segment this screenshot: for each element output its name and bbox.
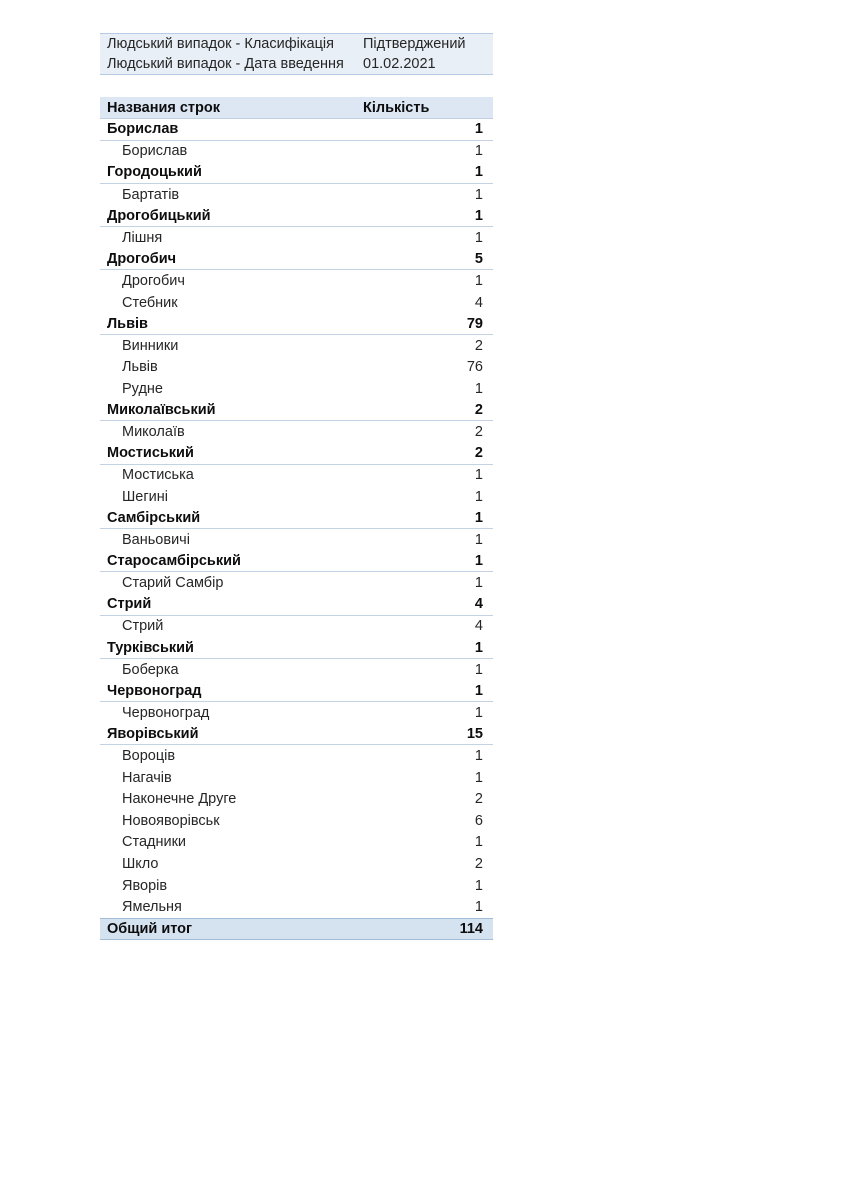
table-row[interactable] [100,875,493,897]
table-row[interactable] [100,421,493,443]
table-row[interactable] [100,486,493,508]
table-row[interactable] [100,680,493,702]
row-value: 1 [474,769,483,786]
filter-label-entry-date: Людський випадок - Дата введення [107,56,344,72]
table-row[interactable] [100,508,493,530]
row-value: 1 [474,639,483,656]
row-value: 2 [474,337,483,354]
table-row[interactable] [100,443,493,465]
table-row[interactable] [100,659,493,681]
row-label: Боберка [122,661,179,678]
row-value: 6 [474,812,483,829]
filter-row-entry-date[interactable] [100,54,493,74]
row-value: 1 [474,186,483,203]
row-value: 4 [474,618,483,635]
grand-total-row[interactable] [100,918,493,940]
row-label: Рудне [122,380,163,397]
row-value: 1 [474,877,483,894]
row-value: 1 [474,575,483,592]
table-row[interactable] [100,465,493,487]
table-row[interactable] [100,853,493,875]
pivot-report [100,33,493,940]
row-label: Червоноград [122,704,210,721]
table-row[interactable] [100,227,493,249]
table-row[interactable] [100,205,493,227]
table-row[interactable] [100,702,493,724]
table-row[interactable] [100,572,493,594]
row-value: 1 [474,532,483,549]
row-value: 1 [474,121,483,138]
row-label: Дрогобич [122,272,185,289]
row-label: Миколаїв [122,424,185,441]
row-label: Мостиська [122,467,194,484]
row-value: 76 [466,359,483,376]
row-label: Стебник [122,294,178,311]
row-value: 1 [474,207,483,224]
row-label: Шегині [122,488,168,505]
row-label: Дрогобицький [107,207,211,224]
table-row[interactable] [100,724,493,746]
row-value: 1 [474,834,483,851]
table-row[interactable] [100,832,493,854]
row-value: 1 [474,661,483,678]
row-value: 2 [474,445,483,462]
row-value: 1 [474,704,483,721]
table-row[interactable] [100,270,493,292]
row-label: Мостиський [107,445,194,462]
row-label: Бартатів [122,186,180,203]
row-label: Дрогобич [107,250,177,267]
row-value: 1 [474,164,483,181]
table-row[interactable] [100,119,493,141]
row-value: 1 [474,272,483,289]
row-value: 15 [466,725,483,742]
row-label: Ямельня [122,899,182,916]
row-label: Наконечне Друге [122,791,237,808]
table-row[interactable] [100,637,493,659]
row-label: Стадники [122,834,187,851]
table-row[interactable] [100,551,493,573]
row-label: Вороців [122,748,176,765]
table-body [100,119,493,918]
row-value: 1 [474,229,483,246]
table-header-row [100,97,493,119]
row-label: Борислав [122,143,188,160]
row-label: Стрий [107,596,152,613]
table-row[interactable] [100,896,493,918]
row-label: Ваньовичі [122,532,190,549]
table-row[interactable] [100,767,493,789]
row-value: 1 [474,488,483,505]
filter-value-entry-date[interactable]: 01.02.2021 [363,56,436,72]
row-value: 1 [474,380,483,397]
row-label: Турківський [107,639,194,656]
row-value: 1 [474,143,483,160]
row-label: Винники [122,337,179,354]
row-value: 2 [474,791,483,808]
table-row[interactable] [100,162,493,184]
row-label: Миколаївський [107,402,216,419]
row-value: 1 [474,509,483,526]
row-value: 1 [474,467,483,484]
table-row[interactable] [100,378,493,400]
row-value: 1 [474,899,483,916]
table-row[interactable] [100,249,493,271]
pivot-table [100,97,493,940]
table-row[interactable] [100,616,493,638]
row-label: Яворівський [107,725,199,742]
pivot-filter-area [100,33,493,75]
row-labels-header[interactable]: Названия строк [107,99,221,116]
table-row[interactable] [100,594,493,616]
row-label: Нагачів [122,769,172,786]
row-value: 2 [474,424,483,441]
row-label: Старий Самбір [122,575,224,592]
row-value: 1 [474,748,483,765]
table-row[interactable] [100,788,493,810]
row-label: Яворів [122,877,168,894]
filter-row-classification[interactable] [100,34,493,54]
filter-value-classification[interactable]: Підтверджений [363,36,466,52]
row-label: Львів [122,359,158,376]
table-row[interactable] [100,335,493,357]
row-label: Новояворівськ [122,812,220,829]
row-label: Стрий [122,618,164,635]
grand-total-label: Общий итог [107,920,193,937]
count-column-header[interactable]: Кількість [363,99,430,116]
row-value: 5 [474,250,483,267]
table-row[interactable] [100,313,493,335]
row-label: Самбірський [107,509,201,526]
row-value: 1 [474,553,483,570]
grand-total-value: 114 [459,920,483,937]
table-row[interactable] [100,400,493,422]
row-value: 4 [474,596,483,613]
row-label: Лішня [122,229,163,246]
table-row[interactable] [100,745,493,767]
row-label: Львів [107,315,148,332]
row-value: 4 [474,294,483,311]
table-row[interactable] [100,529,493,551]
filter-label-classification: Людський випадок - Класифікація [107,36,334,52]
row-label: Червоноград [107,682,202,699]
row-label: Городоцький [107,164,202,181]
table-row[interactable] [100,810,493,832]
row-value: 1 [474,682,483,699]
row-value: 79 [466,315,483,332]
row-label: Борислав [107,121,179,138]
row-value: 2 [474,855,483,872]
row-label: Шкло [122,855,159,872]
table-row[interactable] [100,292,493,314]
table-row[interactable] [100,184,493,206]
row-value: 2 [474,402,483,419]
row-label: Старосамбірський [107,553,241,570]
table-row[interactable] [100,141,493,163]
table-row[interactable] [100,357,493,379]
